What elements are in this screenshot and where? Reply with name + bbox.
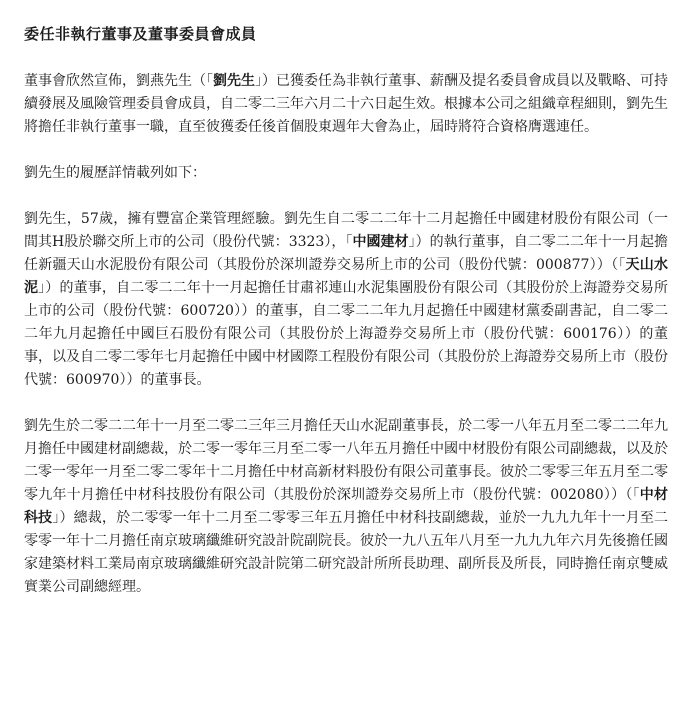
appointment-paragraph [24, 70, 668, 139]
appointment-text-c: 」）已獲委任為非執行董事、薪酬及提名委員會成員以及戰略、可持續發展及風險管理委員會成員，自二零二三年六月二十六日起生效。根據本公司之組織章程細則，劉先生將擔任非執行董事一職，直至彼獲委任後首個股東週年大會為止，屆時將符合資格膺選連任。 [24, 73, 668, 135]
past-roles-text-c: 」）總裁，於二零零一年十二月至二零零三年五月擔任中材科技副總裁，並於一九九九年十一月至二零零一年十二月擔任南京玻璃纖維研究設計院副院長。彼於一九八五年八月至一九九九年六月先後擔任國家建築材料工業局南京玻璃纖維研究設計院第二研究設計所所長助理、副所長及所長，同時擔任南京雙威實業公司副總經理。 [24, 510, 668, 595]
section-heading: 委任非執行董事及董事委員會成員 [24, 25, 257, 43]
defined-term-mr-liu: 劉先生 [213, 73, 255, 89]
biography-past-roles-paragraph [24, 415, 668, 599]
past-roles-text-a: 劉先生於二零二二年十一月至二零二三年三月擔任天山水泥副董事長，於二零一八年五月至二零二二年九月擔任中國建材副總裁，於二零一零年三月至二零一八年五月擔任中國中材股份有限公司副總裁，以及於二零一零年一月至二零二零年十二月擔任中材高新材料股份有限公司董事長。彼於二零零三年五月至二零零九年十月擔任中材科技股份有限公司（其股份於深圳證券交易所上市（股份代號：002080））（「 [24, 418, 668, 503]
defined-term-sinomatech: 中材科技 [24, 487, 668, 526]
biography-current-roles-paragraph [24, 208, 668, 392]
appointment-text-a: 董事會欣然宣佈，劉燕先生（「 [24, 73, 213, 89]
defined-term-cnbm: 中國建材 [352, 234, 409, 250]
current-roles-text-a: 劉先生，57歲，擁有豐富企業管理經驗。劉先生自二零二二年十二月起擔任中國建材股份有限公司（一間其H股於聯交所上市的公司（股份代號：3323），「 [24, 211, 668, 250]
current-roles-text-c: 」）的執行董事，自二零二二年十一月起擔任新疆天山水泥股份有限公司（其股份於深圳證券交易所上市的公司（股份代號：000877））（「 [24, 234, 669, 273]
defined-term-tianshan-cement: 天山水泥 [24, 257, 668, 296]
biography-intro-paragraph: 劉先生的履歷詳情載列如下： [24, 165, 206, 181]
current-roles-text-e: 」）的董事，自二零二二年十一月起擔任甘肅祁連山水泥集團股份有限公司（其股份於上海證券交易所上市的公司（股份代號：600720））的董事，自二零二二年九月起擔任中國建材黨委副書記，自二零二二年九月起擔任中國巨石股份有限公司（其股份於上海證券交易所上市（股份代號：600176））的董事，以及自二零二零年七月起擔任中國中材國際工程股份有限公司（其股份於上海證券交易所上市（股份代號：600970））的董事長。 [24, 280, 668, 388]
